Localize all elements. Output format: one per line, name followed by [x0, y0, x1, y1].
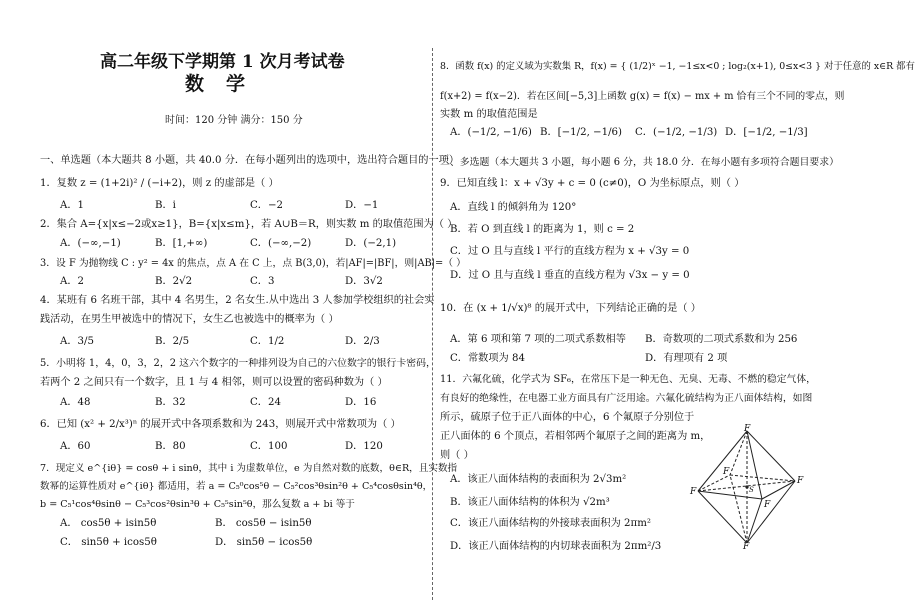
- q2-option-a: A．(−∞,−1): [60, 238, 121, 249]
- q3-option-a: A．2: [60, 276, 85, 287]
- q7-option-b: B． cos5θ − isin5θ: [215, 518, 312, 529]
- question-11-line-5: 则（ ）: [440, 450, 474, 461]
- question-9: 9．已知直线 l：x + √3y + c = 0 (c≠0)，O 为坐标原点，则（ ）: [440, 178, 745, 189]
- q11-option-a: A．该正八面体结构的表面积为 2√3m²: [450, 474, 627, 485]
- q7-option-d: D． sin5θ − icos5θ: [215, 537, 313, 548]
- q10-option-d: D．有理项有 2 项: [645, 353, 728, 364]
- q8-option-a: A．(−1/2, −1/6): [450, 127, 532, 138]
- question-4-line-2: 践活动，在男生甲被选中的情况下，女生乙也被选中的概率为（ ）: [40, 314, 339, 325]
- question-6: 6．已知 (x² + 2/x³)ⁿ 的展开式中各项系数和为 243，则展开式中常数项为（ ）: [40, 419, 401, 430]
- question-10: 10．在 (x + 1/√x)⁸ 的展开式中，下列结论正确的是（ ）: [440, 303, 701, 314]
- question-7-line-3: b = C₅¹cos⁴θsinθ − C₅³cos²θsin³θ + C₅⁵sin⁵θ，那么复数 a + bi 等于: [40, 499, 355, 510]
- question-7-line-2: 数幂的运算性质对 e^{iθ} 都适用，若 a = C₅⁰cos⁵θ − C₅²cos³θsin²θ + C₅⁴cosθsin⁴θ，: [40, 481, 433, 492]
- q8-option-c: C．(−1/2, −1/3): [635, 127, 718, 138]
- q5-option-d: D．16: [345, 397, 377, 408]
- vertex-label-bottom: F: [743, 542, 750, 552]
- q9-option-c: C．过 O 且与直线 l 平行的直线方程为 x + √3y = 0: [450, 246, 690, 257]
- q2-option-d: D．(−2,1): [345, 238, 397, 249]
- section-heading-2: 二、多选题（本大题共 3 小题，每小题 6 分，共 18.0 分．在每小题有多项符合题目要求）: [440, 157, 840, 168]
- q9-option-b: B．若 O 到直线 l 的距离为 1，则 c = 2: [450, 224, 635, 235]
- q4-option-b: B．2/5: [155, 336, 190, 347]
- question-8-line-1: 8．函数 f(x) 的定义域为实数集 R，f(x) = { (1/2)ˣ −1, −1≤x<0 ; log₂(x+1), 0≤x<3 } 对于任意的 x∈R 都有: [440, 61, 915, 72]
- q6-option-b: B．80: [155, 441, 186, 452]
- q4-option-a: A．3/5: [60, 336, 94, 347]
- q6-option-c: C．100: [250, 441, 288, 452]
- center-label: S: [749, 486, 754, 494]
- question-11-line-4: 正八面体的 6 个顶点，若相邻两个氟原子之间的距离为 m，: [440, 431, 711, 442]
- question-8-line-2: f(x+2) = f(x−2)．若在区间[−5,3]上函数 g(x) = f(x) − mx + m 恰有三个不同的零点，则: [440, 91, 845, 102]
- question-5-line-1: 5．小明将 1，4，0，3，2，2 这六个数字的一种排列设为自己的六位数字的银行卡密码，: [40, 358, 436, 369]
- q4-option-d: D．2/3: [345, 336, 380, 347]
- vertex-label-top: F: [744, 424, 751, 434]
- q1-option-c: C．−2: [250, 200, 283, 211]
- subject-title: 数学: [185, 73, 268, 95]
- q2-option-b: B．[1,+∞): [155, 238, 208, 249]
- vertex-label-right: F: [797, 476, 804, 486]
- q6-option-a: A．60: [60, 441, 91, 452]
- q10-option-b: B．奇数项的二项式系数和为 256: [645, 334, 798, 345]
- vertex-label-left: F: [690, 487, 697, 497]
- q11-option-d: D．该正八面体结构的内切球表面积为 2πm²/3: [450, 541, 662, 552]
- q3-option-b: B．2√2: [155, 276, 193, 287]
- q7-option-c: C． sin5θ + icos5θ: [60, 537, 157, 548]
- q3-option-c: C．3: [250, 276, 275, 287]
- q1-option-b: B．i: [155, 200, 176, 211]
- octahedron-figure: [690, 425, 810, 551]
- q5-option-c: C．24: [250, 397, 281, 408]
- section-heading: 一、单选题（本大题共 8 小题，共 40.0 分．在每小题列出的选项中，选出符合题目的一项）: [40, 155, 460, 166]
- question-11-line-3: 所示，硫原子位于正八面体的中心，6 个氟原子分别位于: [440, 412, 695, 423]
- q2-option-c: C．(−∞,−2): [250, 238, 312, 249]
- q11-option-b: B．该正八面体结构的体积为 √2m³: [450, 497, 610, 508]
- q3-option-d: D．3√2: [345, 276, 383, 287]
- q4-option-c: C．1/2: [250, 336, 285, 347]
- q1-option-a: A．1: [60, 200, 85, 211]
- question-4-line-1: 4．某班有 6 名班干部，其中 4 名男生，2 名女生.从中选出 3 人参加学校组织的社会实: [40, 295, 435, 306]
- q10-option-c: C．常数项为 84: [450, 353, 525, 364]
- question-2: 2．集合 A={x|x≤−2或x≥1}，B={x|x≤m}，若 A∪B＝R，则实数 m 的取值范围为（ ）: [40, 219, 458, 230]
- q10-option-a: A．第 6 项和第 7 项的二项式系数相等: [450, 334, 626, 345]
- q9-option-d: D．过 O 且与直线 l 垂直的直线方程为 √3x − y = 0: [450, 270, 690, 281]
- exam-meta: 时间：120 分钟 满分：150 分: [165, 115, 303, 126]
- q9-option-a: A．直线 l 的倾斜角为 120°: [450, 202, 577, 213]
- vertex-label-back: F: [723, 467, 730, 477]
- q6-option-d: D．120: [345, 441, 383, 452]
- question-7-line-1: 7．现定义 e^{iθ} = cosθ + i sinθ，其中 i 为虚数单位，e 为自然对数的底数，θ∈R，且实数指: [40, 463, 458, 474]
- left-column: [40, 0, 466, 608]
- question-3: 3．设 F 为抛物线 C : y² = 4x 的焦点，点 A 在 C 上，点 B(3,0)，若|AF|=|BF|，则|AB|=（ ）: [40, 258, 466, 269]
- q5-option-b: B．32: [155, 397, 186, 408]
- question-11-line-2: 有良好的绝缘性，在电器工业方面具有广泛用途。六氟化硫结构为正八面体结构，如图: [440, 393, 813, 404]
- q8-option-b: B．[−1/2, −1/6): [540, 127, 622, 138]
- question-1: 1．复数 z = (1+2i)² / (−i+2)，则 z 的虚部是（ ）: [40, 178, 279, 189]
- q1-option-d: D．−1: [345, 200, 379, 211]
- q11-option-c: C．该正八面体结构的外接球表面积为 2πm²: [450, 518, 651, 529]
- question-5-line-2: 若两个 2 之间只有一个数字，且 1 与 4 相邻，则可以设置的密码种数为（ ）: [40, 377, 388, 388]
- vertex-label-front: F: [764, 500, 771, 510]
- column-divider: [432, 48, 433, 600]
- q5-option-a: A．48: [60, 397, 91, 408]
- exam-title: 高二年级下学期第 1 次月考试卷: [100, 52, 345, 72]
- q8-option-d: D．[−1/2, −1/3]: [725, 127, 808, 138]
- question-11-line-1: 11．六氟化硫，化学式为 SF₆，在常压下是一种无色、无臭、无毒、不燃的稳定气体，: [440, 374, 816, 385]
- question-8-line-3: 实数 m 的取值范围是: [440, 109, 538, 120]
- q7-option-a: A． cos5θ + isin5θ: [60, 518, 157, 529]
